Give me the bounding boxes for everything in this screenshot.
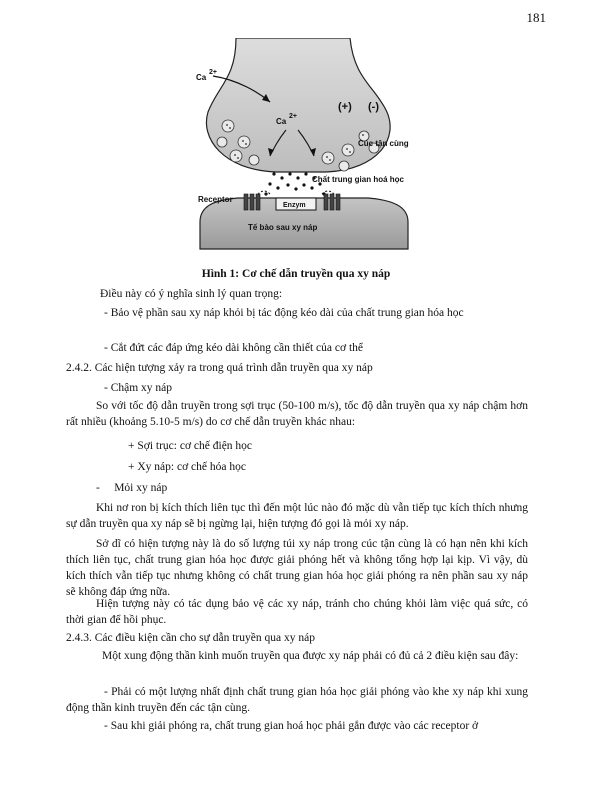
figure-caption: Hình 1: Cơ chế dẫn truyền qua xy náp	[201, 268, 391, 280]
paragraph-fatigue: Khi nơ ron bị kích thích liên tục thì đến một lúc nào đó mặc dù vẫn tiếp tục kích thích nhưng sự dẫn truyền qua xy náp sẽ bị ngừng lại, hiện tượng đó gọi là mỏi xy náp.	[66, 502, 528, 530]
page-number: 181	[526, 10, 546, 25]
transmitter-label: Chất trung gian hoá học	[312, 175, 404, 184]
receptor-label: Receptor	[198, 195, 233, 204]
synapse-diagram	[178, 38, 428, 250]
paragraph-fatigue-effect: Hiện tượng này có tác dụng bảo vệ các xy náp, tránh cho chúng khỏi làm việc quá sức, có thời gian để hồi phục.	[66, 598, 528, 626]
minus-sign-label: (-)	[368, 101, 379, 113]
ca-inside-charge: 2+	[289, 113, 297, 120]
ca-inside-label: Ca	[276, 117, 287, 126]
post-cell-label: Tế bào sau xy náp	[248, 223, 318, 232]
item-synaptic-fatigue: - Mỏi xy náp	[96, 482, 168, 494]
terminal-label: Cúc tận cùng	[358, 139, 409, 148]
bullet-protect: - Bảo vệ phần sau xy náp khỏi bị tác động kéo dài của chất trung gian hóa học	[104, 307, 464, 319]
item-synapse-mechanism: + Xy náp: cơ chế hóa học	[128, 461, 246, 473]
section-heading-2-4-2: 2.4.2. Các hiện tượng xảy ra trong quá trình dẫn truyền qua xy náp	[66, 362, 373, 374]
item-synaptic-delay: - Chậm xy náp	[104, 382, 173, 394]
paragraph-speed: So với tốc độ dẫn truyền trong sợi trục (50-100 m/s), tốc độ dẫn truyền qua xy náp chậm hơn rất nhiều (khoảng 5.10-5 m/s) do cơ chế dẫn truyền khác nhau:	[66, 400, 528, 428]
paragraph-intro: Điều này có ý nghĩa sinh lý quan trọng:	[100, 288, 283, 300]
item-axon-mechanism: + Sợi trục: cơ chế điện học	[128, 440, 253, 452]
paragraph-conditions: Một xung động thần kinh muốn truyền qua được xy náp phải có đủ cả 2 điều kiện sau đây:	[102, 650, 519, 662]
condition-binding: - Sau khi giải phóng ra, chất trung gian hoá học phải gắn được vào các receptor ở	[104, 720, 479, 732]
bullet-cut-response: - Cắt đứt các đáp ứng kéo dài không cần thiết của cơ thể	[104, 342, 363, 354]
section-heading-2-4-3: 2.4.3. Các điều kiện cần cho sự dẫn truyền qua xy náp	[66, 632, 315, 644]
condition-release: - Phải có một lượng nhất định chất trung gian hóa học giải phóng vào khe xy náp khi xung động thần kinh truyền đến các tận cùng.	[66, 686, 528, 714]
ca-outside-charge: 2+	[209, 69, 217, 76]
enzyme-label: Enzym	[283, 202, 306, 209]
ca-outside-label: Ca	[196, 73, 207, 82]
plus-sign-label: (+)	[338, 101, 352, 113]
paragraph-fatigue-cause: Sở dĩ có hiện tượng này là do số lượng túi xy náp trong cúc tận cùng là có hạn nên khi kích thích liên tục, chất trung gian hóa học được giải phóng hết và không tổng hợp lại kịp. Vì vậy, dù kích thích vẫn tiếp tục nhưng không có chất trung gian hóa học giải phóng ra nên phần sau xy náp sẽ không đáp ứng nữa.	[66, 538, 528, 598]
